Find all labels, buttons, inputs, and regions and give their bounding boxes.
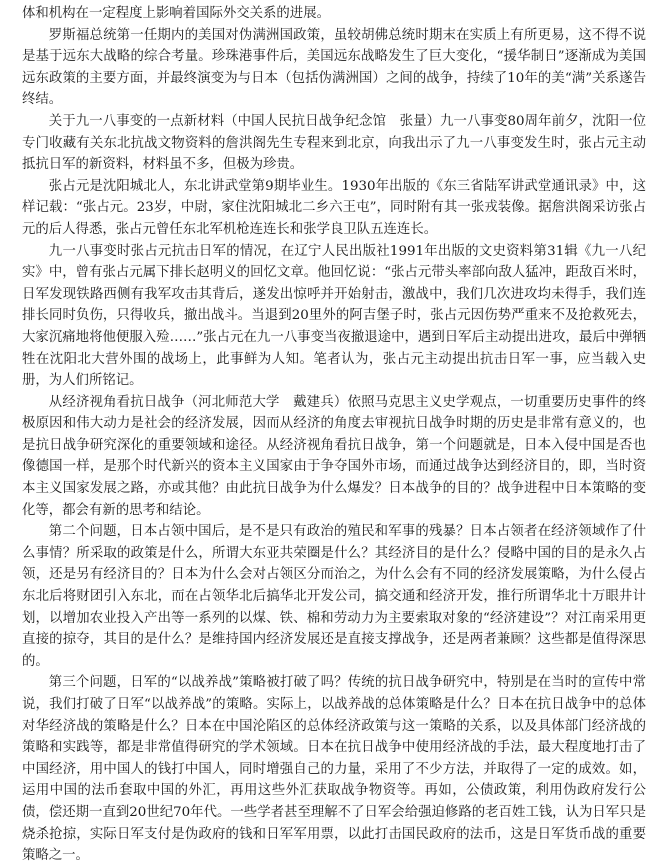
paragraph-second-question: 第二个问题，日本占领中国后，是不是只有政治的殖民和军事的残暴？日本占领者在经济领域作了什么事情？所采取的政策是什么，所谓大东亚共荣圈是什么？其经济目的是什么？侵略中国的目的是永久占领，还是另有经济目的？日本为什么会对占领区分而治之，为什么会有不同的经济发展策略，为什么侵占东北后将财团引入东北，而在占领华北后搞华北开发公司，搞交通和经济开发，推行所谓华北十万眼井计划，以增加农业投入产出等一系列的以煤、铁、棉和劳动力为主要索取对象的“经济建设”？对江南采用更直接的掠夺，其目的是什么？是维持国内经济发展还是直接支撑战争，还是两者兼顾？这些都是值得深思的。 <box>22 524 646 669</box>
paragraph-zhang-zhanyuan-battle: 九一八事变时张占元抗击日军的情况，在辽宁人民出版社1991年出版的文史资料第31辑《九一八纪实》中，曾有张占元属下排长赵明义的回忆文章。他回忆说：“张占元带头率部向敌人猛冲，距敌百米时，日军发现铁路西侧有我军攻击其背后，遂发出惊呼并开始射击，激战中，我们几次进攻均未得手，我们连排长同时负伤，只得收兵，撤出战斗。当退到20里外的阿吉堡子时，张占元因伤势严重来不及抢救死去，大家沉痛地将他便服入殓……”张占元在九一八事变当夜撤退途中，遇到日军后主动提出进攻，最后中弹牺牲在沈阳北大营外围的战场上，此事鲜为人知。笔者认为，张占元主动提出抗击日军一事，应当载入史册，为人们所铭记。 <box>22 243 646 389</box>
paragraph-third-question: 第三个问题，日军的“以战养战”策略被打破了吗？传统的抗日战争研究中，特别是在当时的宣传中常说，我们打破了日军“以战养战”的策略。实际上，以战养战的总体策略是什么？日本在抗日战争中的总体对华经济战的策略是什么？日本在中国沦陷区的总体经济政策与这一策略的关系，以及具体部门经济战的策略和实践等，都是非常值得研究的学术领域。日本在抗日战争中使用经济战的手法，最大程度地打击了中国经济，用中国人的钱打中国人，同时增强自己的力量，采用了不少方法，并取得了一定的成效。如，运用中国的法币套取中国的外汇，再用这些外汇获取战争物资等。再如，公债政策，利用伪政府发行公债，偿还期一直到20世纪70年代。一些学者甚至理解不了日军会给强迫修路的老百姓工钱，认为日军只是烧杀抢掠，实际日军支付是伪政府的钱和日军军用票，以此打击国民政府的法币，这是日军货币战的重要策略之一。 <box>22 675 646 864</box>
paragraph-economic-perspective: 从经济视角看抗日战争（河北师范大学 戴建兵）依照马克思主义史学观点，一切重要历史事件的终极原因和伟大动力是社会的经济发展，因而从经济的角度去审视抗日战争时期的历史是非常有意义的，也是抗日战争研究深化的重要领域和途径。从经济视角看抗日战争，第一个问题就是，日本入侵中国是否也像德国一样，是那个时代新兴的资本主义国家由于争夺国外市场，而通过战争达到经济目的，即，当时资本主义国家发展之路，亦或其他？由此抗日战争为什么爆发？日本战争的目的？战争进程中日本策略的变化等，都会有新的思考和结论。 <box>22 394 646 518</box>
paragraph-continuation: 体和机构在一定程度上影响着国际外交关系的进展。 <box>22 6 330 21</box>
paragraph-roosevelt-policy: 罗斯福总统第一任期内的美国对伪满洲国政策，虽较胡佛总统时期末在实质上有所更易，这不得不说是基于远东大战略的综合考量。珍珠港事件后，美国远东战略发生了巨大变化，“援华制日”逐渐成为美国远东政策的主要方面，并最终演变为与日本（包括伪满洲国）之间的战争，持续了10年的美“满”关系遂告终结。 <box>22 27 646 108</box>
paragraph-zhang-zhanyuan-bio: 张占元是沈阳城北人，东北讲武堂第9期毕业生。1930年出版的《东三省陆军讲武堂通讯录》中，这样记载：“张占元。23岁，中尉，家住沈阳城北二乡六王屯”，同时附有其一张戎装像。据詹洪阁采访张占元的后人得悉，张占元曾任东北军机枪连连长和张学良卫队五连连长。 <box>22 178 646 237</box>
paragraph-new-material: 关于九一八事变的一点新材料（中国人民抗日战争纪念馆 张量）九一八事变80周年前夕，沈阳一位专门收藏有关东北抗战文物资料的詹洪阁先生专程来到北京，向我出示了九一八事变发生时，张占元主动抵抗日军的新资料，材料虽不多，但极为珍贵。 <box>22 113 646 173</box>
